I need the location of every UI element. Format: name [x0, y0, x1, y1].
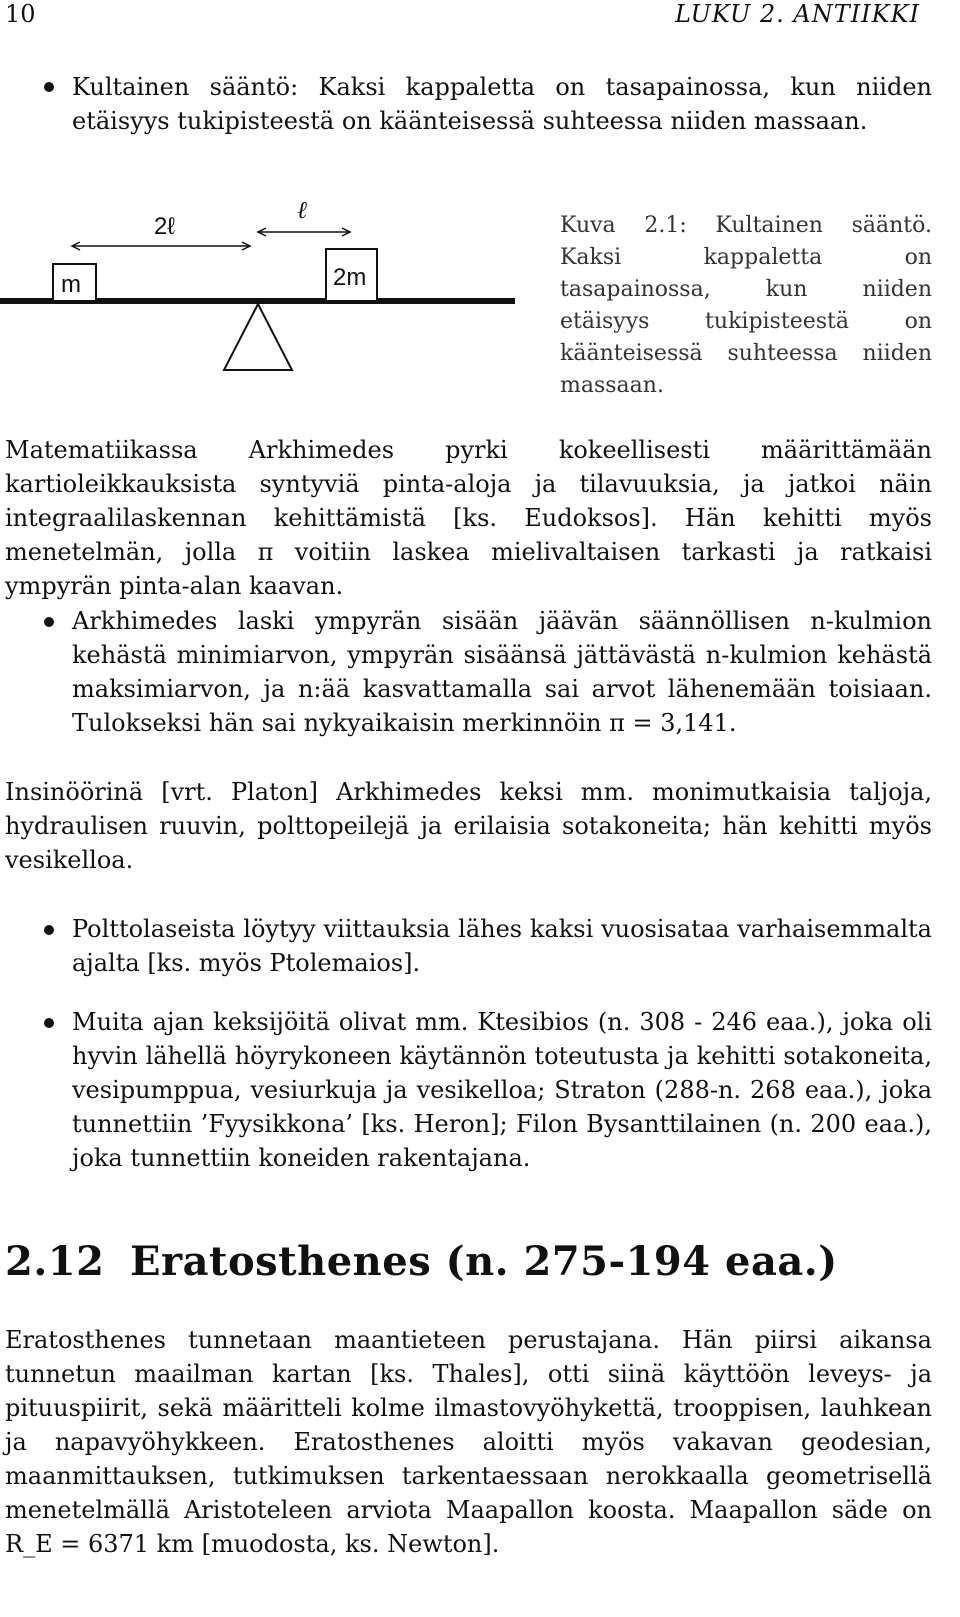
golden-rule-bullet: Kultainen sääntö: Kaksi kappaletta on tasapainossa, kun niiden etäisyys tukipisteestä on käänteisessä suhteessa niiden massaan. [72, 73, 932, 135]
page-number: 10 [5, 0, 36, 28]
inventors-bullet: Muita ajan keksijöitä olivat mm. Ktesibios (n. 308 - 246 eaa.), joka oli hyvin lähellä höyrykoneen käytännön toteutusta ja kehitti sotakoneita, vesipumppua, vesiurkuja ja vesikelloa; Straton (288-n. 268 eaa.), joka tunnettiin ’Fyysikkona’ [ks. Heron]; Filon Bysanttilainen (n. 200 eaa.), joka tunnettiin koneiden rakentajana. [72, 1008, 932, 1172]
burning-glass-bullet: Polttolaseista löytyy viittauksia lähes kaksi vuosisataa varhaisemmalta ajalta [ks. myös Ptolemaios]. [72, 915, 932, 977]
mass-m-label: m [61, 271, 81, 298]
mass-2m-label: 2m [333, 264, 367, 291]
polygon-bullet: Arkhimedes laski ympyrän sisään jäävän säännöllisen n-kulmion kehästä minimiarvon, ympyrän sisäänsä jättävästä n-kulmion kehästä maksimiarvon, ja n:ää kasvattamalla sai arvot lähenemään toisiaan. Tulokseksi hän sai nykyaikaisin merkinnöin π = 3,141. [72, 607, 932, 737]
section-heading [5, 1238, 838, 1285]
figure-caption: Kuva 2.1: Kultainen sääntö. Kaksi kappaletta on tasapainossa, kun niiden etäisyys tukipisteestä on käänteisessä suhteessa niiden massaan. [560, 213, 932, 398]
distance-2l-label: 2ℓ [154, 213, 176, 240]
distance-l-label: ℓ [297, 200, 307, 224]
bullet-icon [40, 617, 56, 633]
running-head: LUKU 2. ANTIIKKI [675, 0, 920, 28]
fulcrum-triangle [224, 304, 292, 370]
bullet-icon [40, 1018, 56, 1034]
bullet-icon [40, 82, 56, 98]
section-number: 2.12 [5, 1238, 105, 1285]
page-header [5, 0, 920, 30]
section-title: Eratosthenes (n. 275-194 eaa.) [130, 1238, 838, 1285]
archimedes-paragraph: Matematiikassa Arkhimedes pyrki kokeellisesti määrittämään kartioleikkauksista syntyviä pinta-aloja ja tilavuuksia, ja jatkoi näin integraalilaskennan kehittämistä [ks. Eudoksos]. Hän kehitti myös menetelmän, jolla π voitiin laskea mielivaltaisen tarkasti ja ratkaisi ympyrän pinta-alan kaavan. [5, 436, 932, 600]
eratosthenes-paragraph: Eratosthenes tunnetaan maantieteen perustajana. Hän piirsi aikansa tunnetun maailman kartan [ks. Thales], otti siinä käyttöön leveys- ja pituuspiirit, sekä määritteli kolme ilmastovyöhykettä, trooppisen, lauhkean ja napavyöhykkeen. Eratosthenes aloitti myös vakavan geodesian, maanmittauksen, tutkimuksen tarkentaessaan nerokkaalla geometrisellä menetelmällä Aristoteleen arviota Maapallon koosta. Maapallon säde on R_E = 6371 km [muodosta, ks. Newton]. [5, 1326, 932, 1558]
bullet-icon [40, 925, 56, 941]
engineer-paragraph: Insinöörinä [vrt. Platon] Arkhimedes keksi mm. monimutkaisia taljoja, hydraulisen ruuvin, polttopeilejä ja erilaisia sotakoneita; hän kehitti myös vesikelloa. [5, 778, 932, 874]
lever-figure [0, 200, 520, 380]
